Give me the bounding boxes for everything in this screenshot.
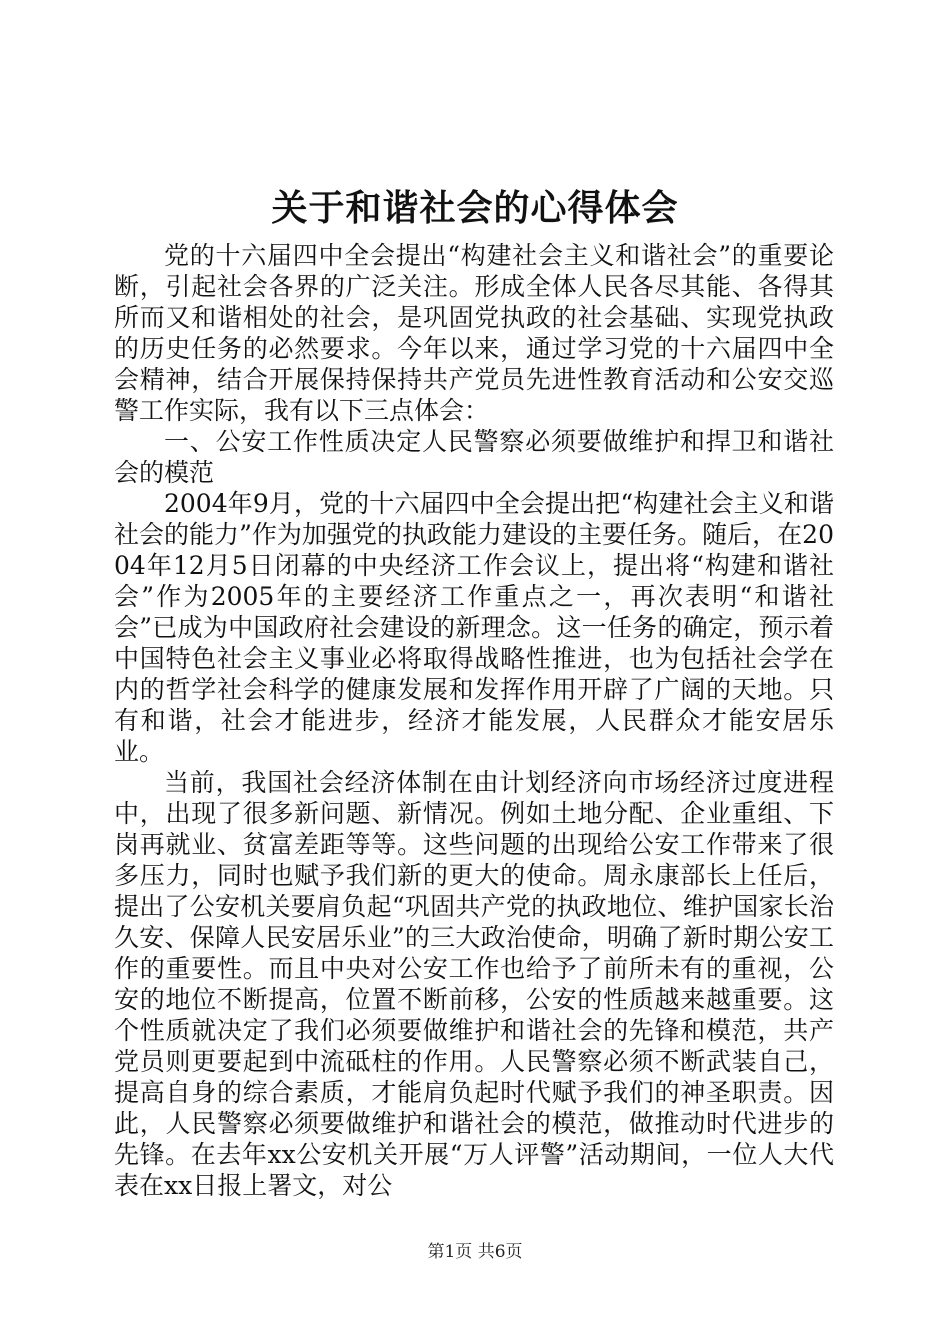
body-paragraph-current: 当前，我国社会经济体制在由计划经济向市场经济过度进程中，出现了很多新问题、新情况。例如土地分配、企业重组、下岗再就业、贫富差距等等。这些问题的出现给公安工作带来了很多压力，同时也赋予我们新的更大的使命。周永康部长上任后，提出了公安机关要肩负起“巩固共产党的执政地位、维护国家长治久安、保障人民安居乐业”的三大政治使命，明确了新时期公安工作的重要性。而且中央对公安工作也给予了前所未有的重视，公安的地位不断提高，位置不断前移，公安的性质越来越重要。这个性质就决定了我们必须要做维护和谐社会的先锋和模范，共产党员则更要起到中流砥柱的作用。人民警察必须不断武装自己，提高自身的综合素质，才能肩负起时代赋予我们的神圣职责。因此，人民警察必须要做维护和谐社会的模范，做推动时代进步的先锋。在去年xx公安机关开展“万人评警”活动期间，一位人大代表在xx日报上署文，对公 [114,768,834,1200]
page-footer: 第1页 共6页 [427,1242,523,1262]
intro-paragraph: 党的十六届四中全会提出“构建社会主义和谐社会”的重要论断，引起社会各界的广泛关注。形成全体人民各尽其能、各得其所而又和谐相处的社会，是巩固党执政的社会基础、实现党执政的历史任务的必然要求。今年以来，通过学习党的十六届四中全会精神，结合开展保持保持共产党员先进性教育活动和公安交巡警工作实际，我有以下三点体会： [114,241,834,425]
document-title: 关于和谐社会的心得体会 [271,187,679,229]
section-heading-1: 一、公安工作性质决定人民警察必须要做维护和捍卫和谐社会的模范 [114,427,834,487]
document-body [114,240,834,1201]
body-paragraph-2004: 2004年9月，党的十六届四中全会提出把“构建社会主义和谐社会的能力”作为加强党的执政能力建设的主要任务。随后，在2004年12月5日闭幕的中央经济工作会议上，提出将“构建和谐社会”作为2005年的主要经济工作重点之一，再次表明“和谐社会”已成为中国政府社会建设的新理念。这一任务的确定，预示着中国特色社会主义事业必将取得战略性推进，也为包括社会学在内的哲学社会科学的健康发展和发挥作用开辟了广阔的天地。只有和谐，社会才能进步，经济才能发展，人民群众才能安居乐业。 [114,489,834,766]
